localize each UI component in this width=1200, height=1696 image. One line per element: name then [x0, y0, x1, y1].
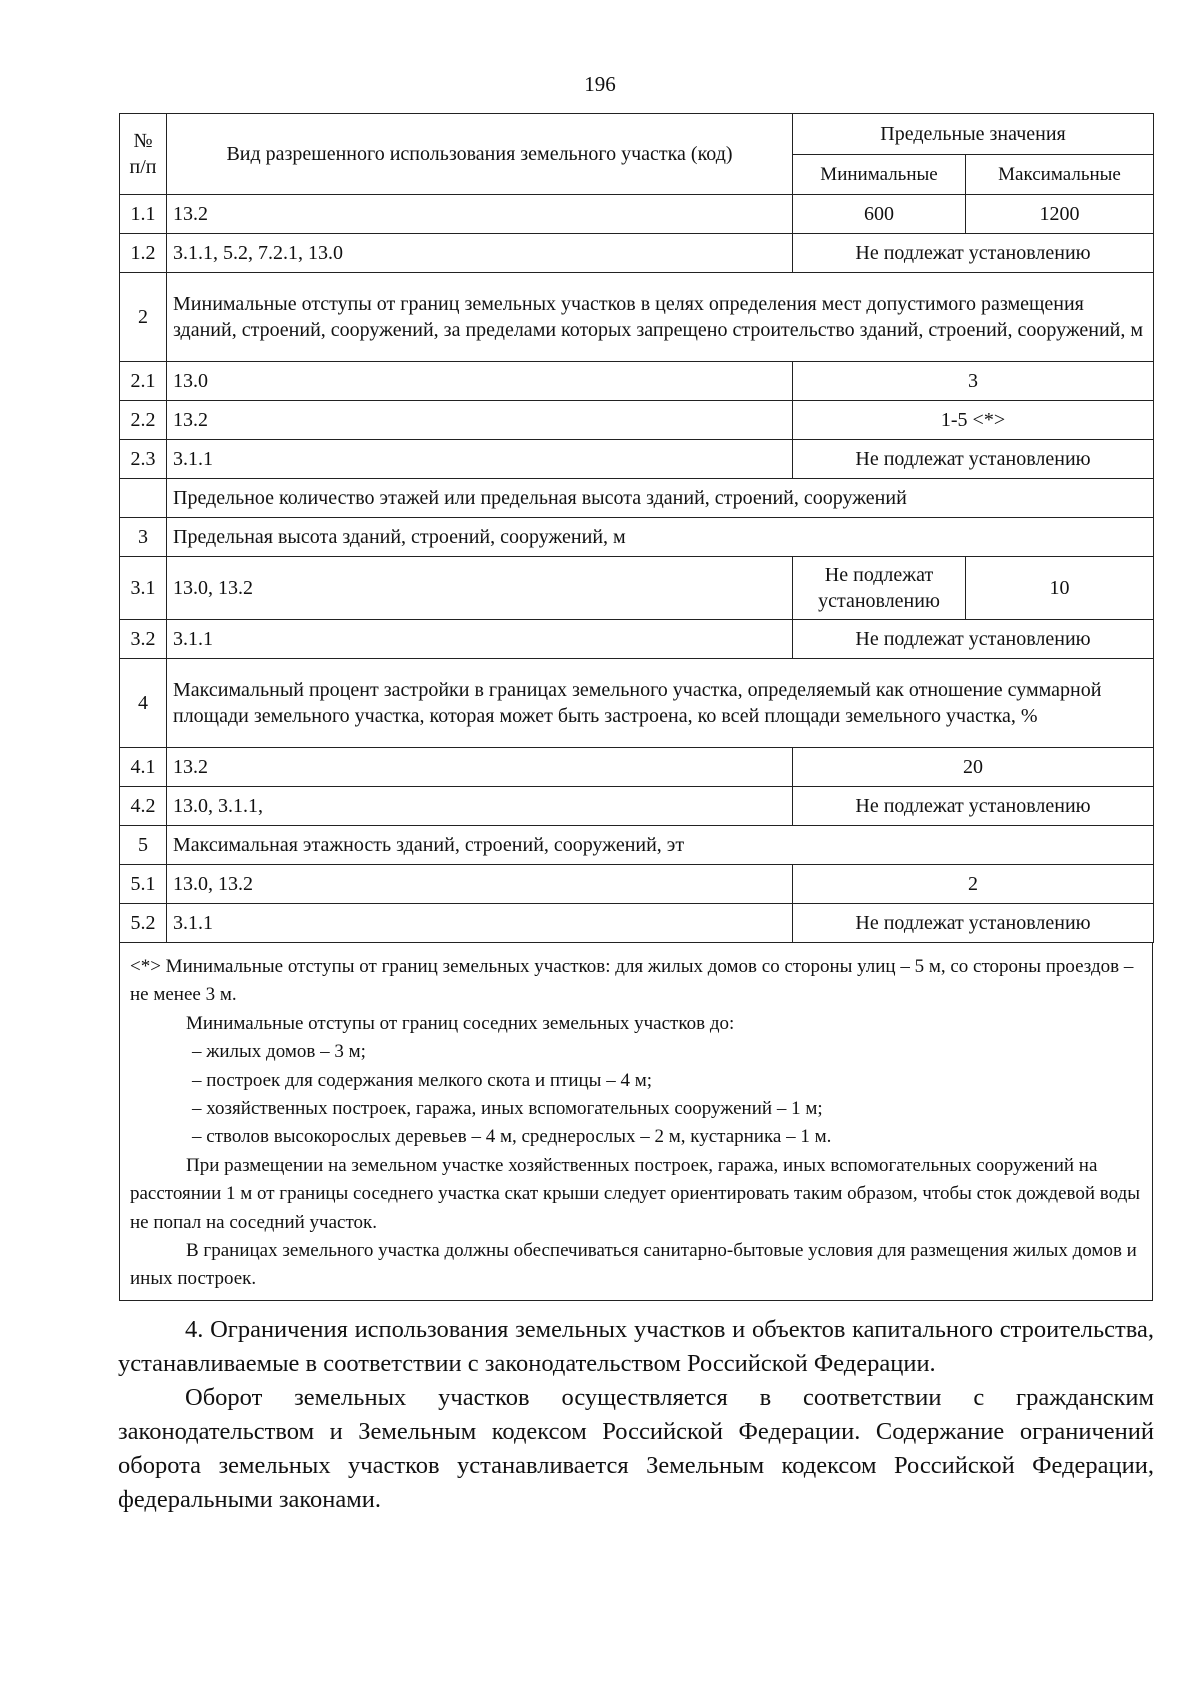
row-code: 3.1.1, 5.2, 7.2.1, 13.0	[167, 234, 793, 273]
body-paragraph-turnover: Оборот земельных участков осуществляется в соответствии с гражданским законодательством и Земельным кодексом Российской Федерации. Содержание ограничений оборота земельных участков устанавливается Земельным кодексом Российской Федерации, федеральными законами.	[118, 1384, 1154, 1513]
row-code: 13.2	[167, 401, 793, 440]
row-num: 4.1	[120, 748, 167, 787]
table-row	[120, 234, 1154, 273]
header-num: № п/п	[120, 114, 167, 195]
row-num: 2.3	[120, 440, 167, 479]
header-min: Минимальные	[793, 155, 966, 195]
row-code: 13.2	[167, 195, 793, 234]
row-value: Не подлежат установлению	[793, 234, 1154, 273]
header-kind: Вид разрешенного использования земельного участка (код)	[167, 114, 793, 195]
footnote-sanitary: В границах земельного участка должны обеспечиваться санитарно-бытовые условия для размещения жилых домов и иных построек.	[130, 1240, 1137, 1290]
footnote-list-item: – хозяйственных построек, гаража, иных вспомогательных сооружений – 1 м;	[192, 1098, 823, 1120]
row-section-text: Предельная высота зданий, строений, сооружений, м	[167, 518, 1154, 557]
row-code: 3.1.1	[167, 440, 793, 479]
table-row	[120, 787, 1154, 826]
row-num: 1.2	[120, 234, 167, 273]
row-max: 10	[966, 557, 1154, 620]
row-code: 3.1.1	[167, 904, 793, 943]
row-section-text: Максимальный процент застройки в границах земельного участка, определяемый как отношение суммарной площади земельного участка, которая может быть застроена, ко всей площади земельного участка, %	[167, 659, 1154, 748]
row-num: 2.2	[120, 401, 167, 440]
row-num: 3.1	[120, 557, 167, 620]
row-num: 1.1	[120, 195, 167, 234]
footnote-intro: <*> Минимальные отступы от границ земельных участков: для жилых домов со стороны улиц – 5 м, со стороны проездов – не менее 3 м.	[130, 956, 1134, 1006]
table-section-row	[120, 518, 1154, 557]
row-value: 2	[793, 865, 1154, 904]
table-row	[120, 557, 1154, 620]
table-section-row	[120, 479, 1154, 518]
body-text	[118, 1313, 1154, 1517]
row-value: Не подлежат установлению	[793, 904, 1154, 943]
row-code: 13.0, 13.2	[167, 557, 793, 620]
row-num: 4.2	[120, 787, 167, 826]
row-value: Не подлежат установлению	[793, 620, 1154, 659]
page-number: 196	[584, 72, 616, 96]
row-value: 3	[793, 362, 1154, 401]
row-value: 20	[793, 748, 1154, 787]
row-section-text: Максимальная этажность зданий, строений, сооружений, эт	[167, 826, 1154, 865]
row-num: 2	[120, 273, 167, 362]
row-value: 1-5 <*>	[793, 401, 1154, 440]
table-row	[120, 748, 1154, 787]
table-row	[120, 620, 1154, 659]
footnote-neighbors-intro: Минимальные отступы от границ соседних земельных участков до:	[186, 1012, 735, 1034]
limits-table	[119, 113, 1154, 943]
footnote-roof: При размещении на земельном участке хозяйственных построек, гаража, иных вспомогательных сооружений на расстоянии 1 м от границы соседнего участка скат крыши следует ориентировать таким образом, чтобы сток дождевой воды не попал на соседний участок.	[130, 1154, 1140, 1233]
row-code: 13.0, 3.1.1,	[167, 787, 793, 826]
row-num: 5.2	[120, 904, 167, 943]
row-code: 13.0, 13.2	[167, 865, 793, 904]
footnote-list-item: – построек для содержания мелкого скота и птицы – 4 м;	[192, 1069, 652, 1091]
footnote-list-item: – жилых домов – 3 м;	[192, 1041, 366, 1063]
row-num	[120, 479, 167, 518]
header-max: Максимальные	[966, 155, 1154, 195]
row-min: Не подлежат установлению	[793, 557, 966, 620]
row-num: 5.1	[120, 865, 167, 904]
row-num: 4	[120, 659, 167, 748]
table-section-row	[120, 659, 1154, 748]
row-value: Не подлежат установлению	[793, 440, 1154, 479]
row-min: 600	[793, 195, 966, 234]
table-row	[120, 865, 1154, 904]
table-row	[120, 195, 1154, 234]
header-limits: Предельные значения	[793, 114, 1154, 155]
row-num: 2.1	[120, 362, 167, 401]
footnote-list-item: – стволов высокорослых деревьев – 4 м, среднерослых – 2 м, кустарника – 1 м.	[192, 1126, 832, 1148]
row-code: 13.0	[167, 362, 793, 401]
row-value: Не подлежат установлению	[793, 787, 1154, 826]
table-row	[120, 440, 1154, 479]
row-max: 1200	[966, 195, 1154, 234]
row-code: 3.1.1	[167, 620, 793, 659]
row-num: 5	[120, 826, 167, 865]
table-row	[120, 362, 1154, 401]
row-num: 3.2	[120, 620, 167, 659]
row-num: 3	[120, 518, 167, 557]
table-row	[120, 904, 1154, 943]
table-row	[120, 401, 1154, 440]
row-section-text: Предельное количество этажей или предельная высота зданий, строений, сооружений	[167, 479, 1154, 518]
row-section-text: Минимальные отступы от границ земельных участков в целях определения мест допустимого размещения зданий, строений, сооружений, за пределами которых запрещено строительство зданий, строений, сооружений, м	[167, 273, 1154, 362]
body-paragraph-restrictions: 4. Ограничения использования земельных участков и объектов капитального строительства, устанавливаемые в соответствии с законодательством Российской Федерации.	[118, 1316, 1154, 1377]
row-code: 13.2	[167, 748, 793, 787]
table-section-row	[120, 826, 1154, 865]
footnote-box	[119, 943, 1153, 1301]
table-section-row	[120, 273, 1154, 362]
table-header-row	[120, 114, 1154, 155]
